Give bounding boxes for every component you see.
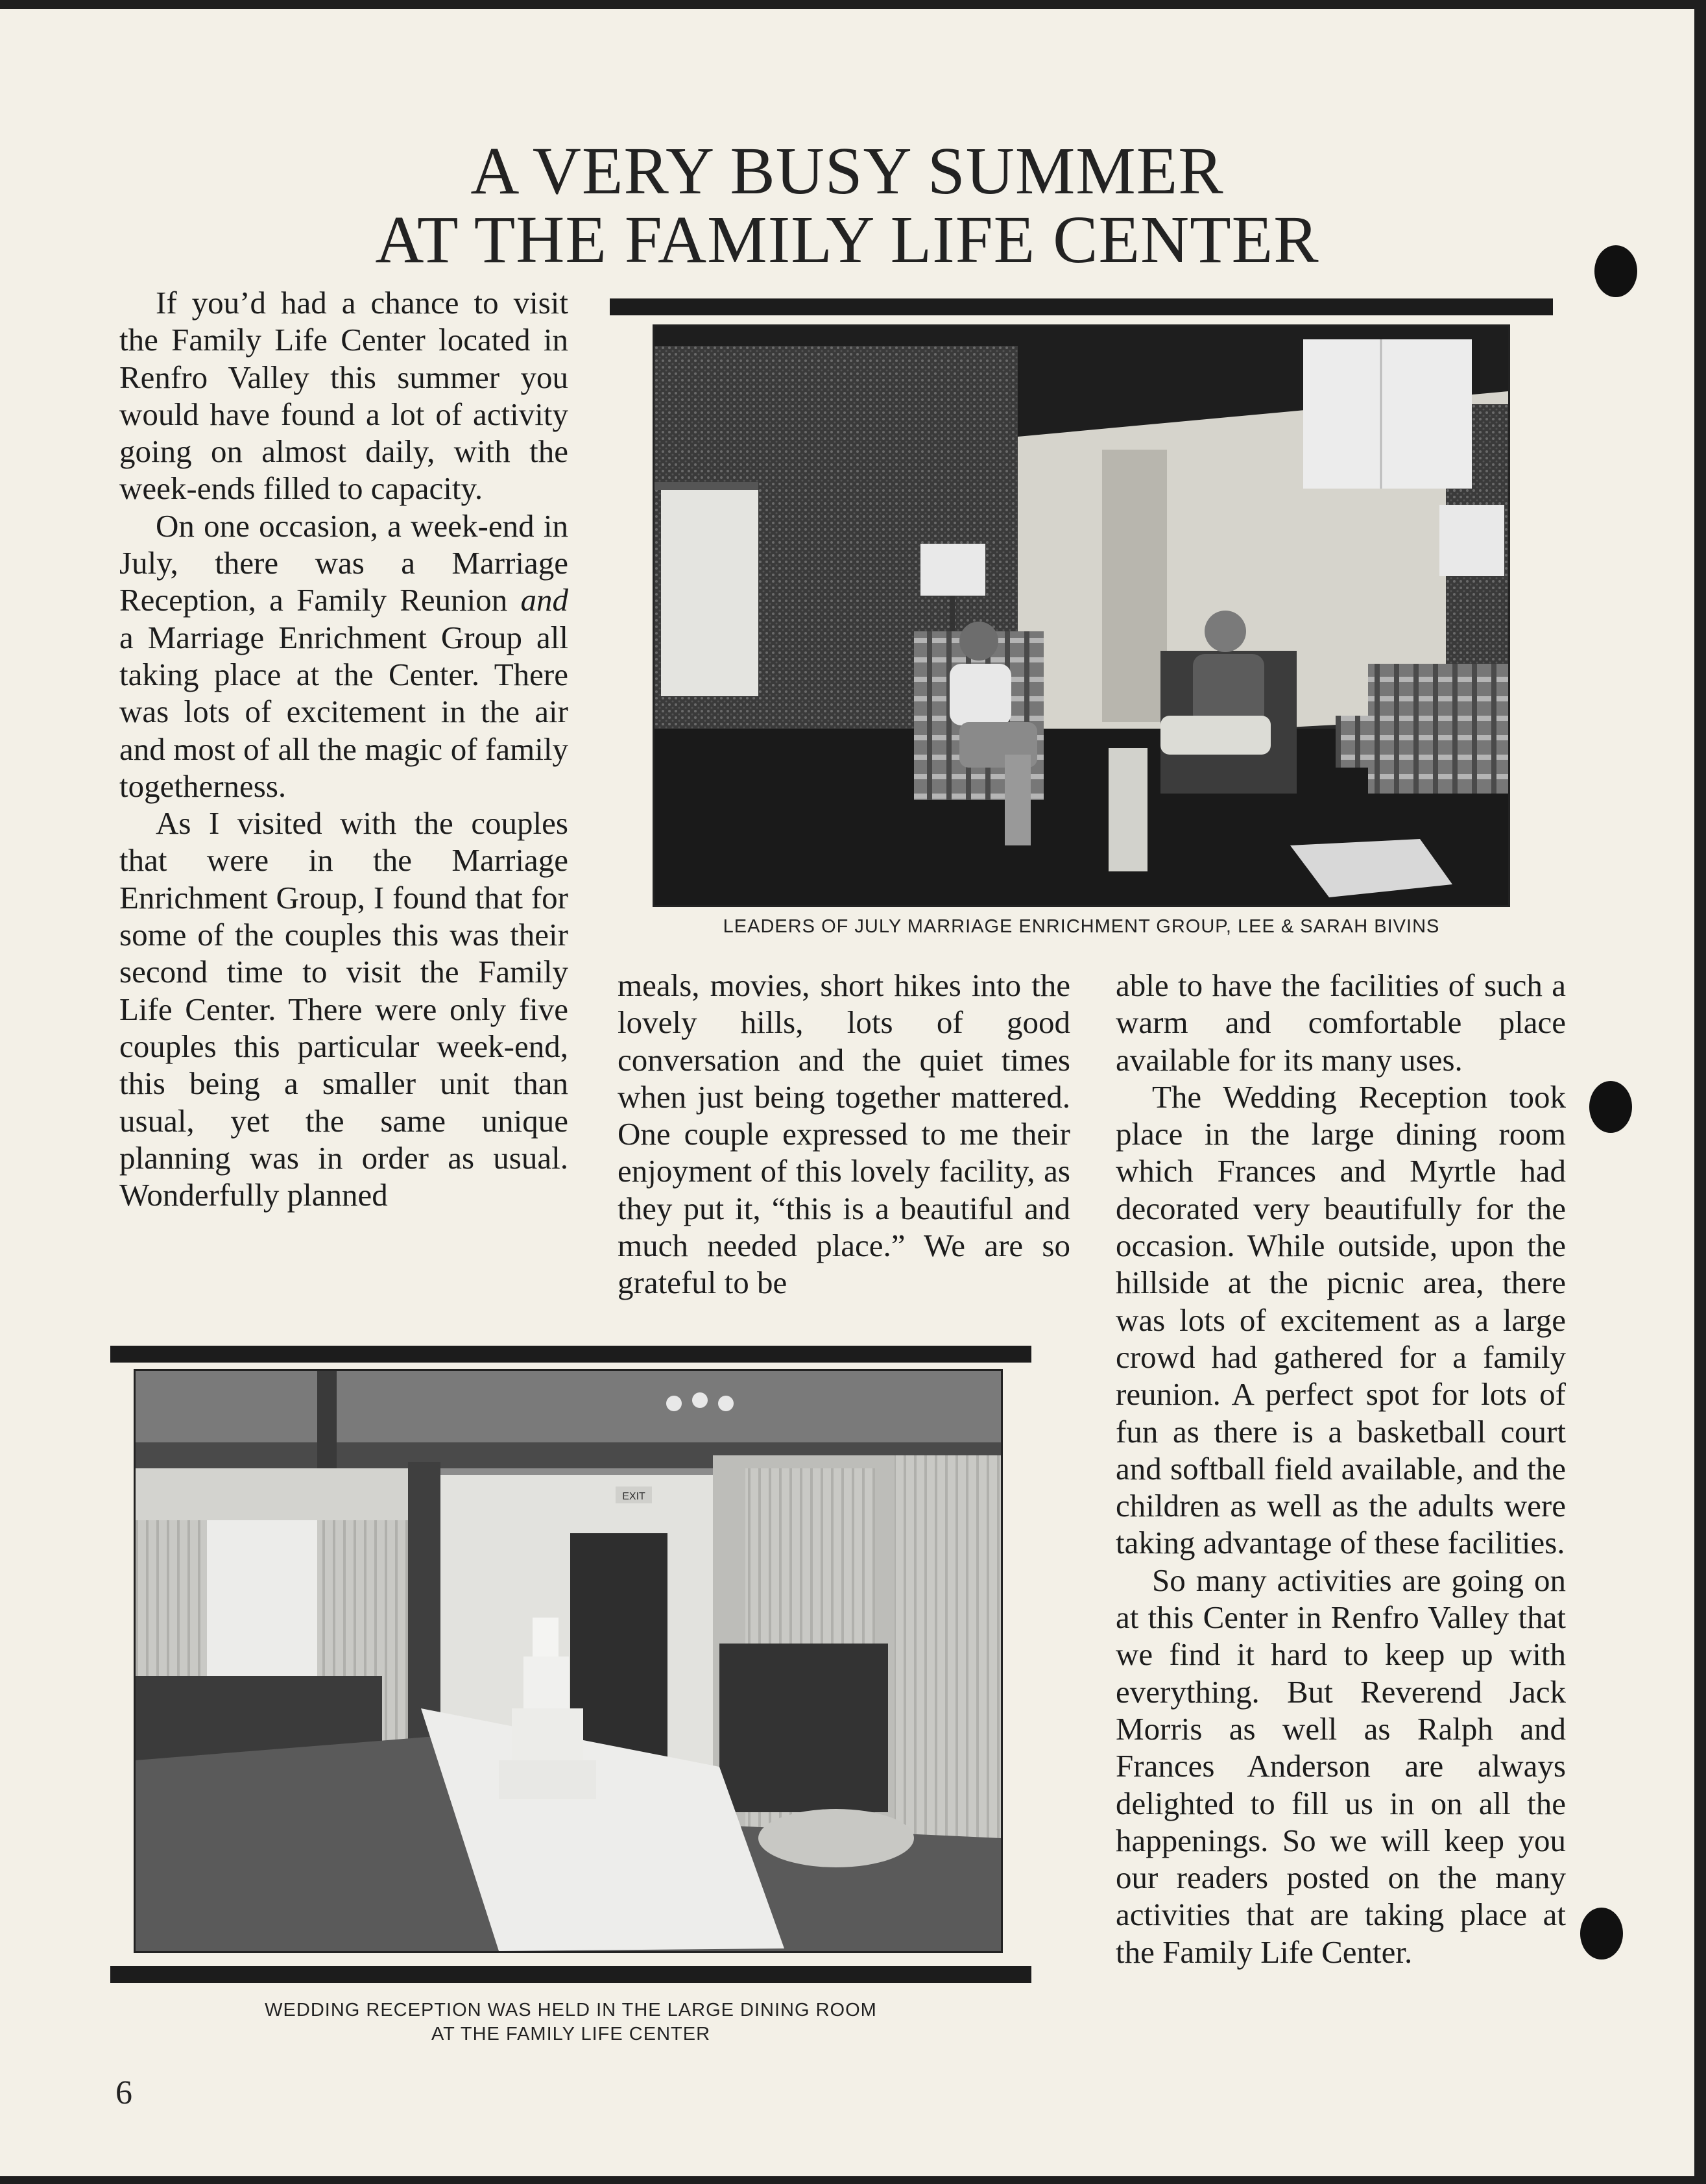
paragraph bbox=[119, 507, 568, 805]
paragraph: So many activities are going on at this Center in Renfro Valley that we find it hard to keep up with everything. But Reverend Jack Morris as well as Ralph and Frances Anderson are always delighted to fill us in on all the happenings. So we will keep you our readers posted on the many activities that are taking place at the Family Life Center. bbox=[1116, 1562, 1566, 1970]
caption-line: AT THE FAMILY LIFE CENTER bbox=[431, 2024, 711, 2044]
paragraph: The Wedding Reception took place in the large dining room which Frances and Myrtle had decorated very beautifully for the occasion. While outside, upon the hillside at the picnic area, there was lots of excitement as a large crowd had gathered for a family reunion. A perfect spot for lots of fun as there is a basketball court and softball field available, and the children as well as the adults were taking advantage of these facilities. bbox=[1116, 1078, 1566, 1561]
photo-caption-wedding-reception bbox=[110, 1998, 1031, 2046]
headline-line-1: A VERY BUSY SUMMER bbox=[470, 134, 1224, 208]
article-column-1 bbox=[119, 284, 568, 1213]
article-column-3 bbox=[1116, 967, 1566, 1971]
paragraph: As I visited with the couples that were in the Marriage Enrichment Group, I found that for some of the couples this was their second time to visit the Family Life Center. There were only five couples this particular week-end, this being a smaller unit than usual, yet the same unique planning was in order as usual. Wonderfully planned bbox=[119, 805, 568, 1213]
photo-marriage-enrichment-leaders bbox=[653, 324, 1510, 907]
text-run: On one occasion, a week-end in July, there was a Marriage Reception, a Family Reunion bbox=[119, 507, 568, 618]
binder-hole-bottom bbox=[1580, 1908, 1623, 1960]
emphasis-text: and bbox=[520, 582, 568, 618]
headline-line-2: AT THE FAMILY LIFE CENTER bbox=[375, 202, 1319, 277]
photo-bottom-bottom-rule bbox=[110, 1966, 1031, 1983]
photo-scene-dining-room bbox=[136, 1371, 1001, 1951]
text-run: a Marriage Enrichment Group all taking place at the Center. There was lots of excitement in the air and most of all the magic of family togetherness. bbox=[119, 619, 568, 804]
binder-hole-middle bbox=[1589, 1081, 1632, 1133]
photo-bottom-top-rule bbox=[110, 1346, 1031, 1363]
photo-caption-marriage-group: LEADERS OF JULY MARRIAGE ENRICHMENT GROUP, LEE & SARAH BIVINS bbox=[723, 916, 1440, 937]
photo-wedding-reception-dining-room bbox=[134, 1369, 1003, 1953]
paragraph: If you’d had a chance to visit the Family Life Center located in Renfro Valley this summer you would have found a lot of activity going on almost daily, with the week-ends filled to capacity. bbox=[119, 285, 568, 507]
photo-top-rule bbox=[610, 298, 1553, 315]
photo-scene-living-room bbox=[655, 326, 1508, 905]
paragraph: meals, movies, short hikes into the lovely hills, lots of good conversation and the quiet times when just being together mattered. One couple expressed to me their enjoyment of this lovely facility, as they put it, “this is a beautiful and much needed place.” We are so grateful to be bbox=[618, 967, 1070, 1301]
paragraph: able to have the facilities of such a warm and comfortable place available for its many uses. bbox=[1116, 967, 1566, 1078]
exit-sign-text: EXIT bbox=[622, 1491, 645, 1502]
newsletter-page bbox=[0, 9, 1694, 2176]
article-column-2 bbox=[618, 967, 1070, 1302]
binder-hole-top bbox=[1594, 245, 1637, 297]
page-number: 6 bbox=[115, 2074, 132, 2111]
caption-line: WEDDING RECEPTION WAS HELD IN THE LARGE DINING ROOM bbox=[265, 2000, 877, 2020]
